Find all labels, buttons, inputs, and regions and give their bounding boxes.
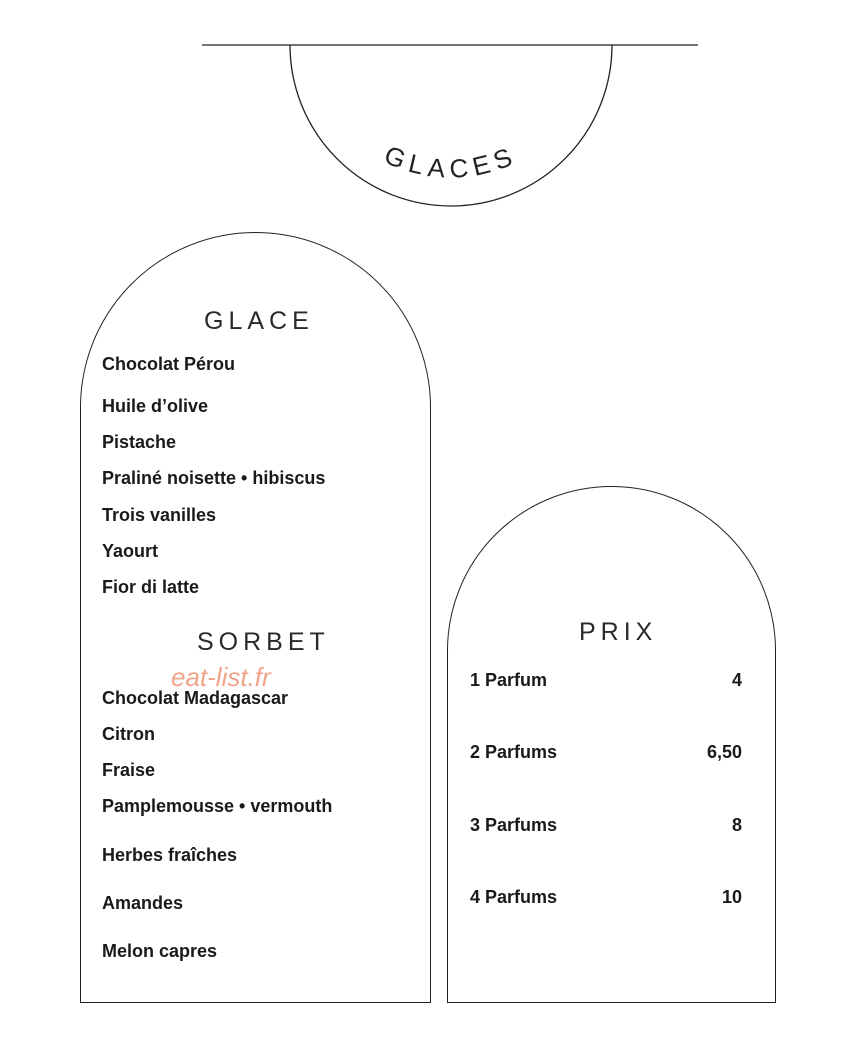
sorbet-item: Fraise bbox=[102, 760, 156, 780]
price-value: 10 bbox=[721, 887, 742, 907]
sorbet-item: Chocolat Madagascar bbox=[102, 688, 289, 708]
header-title: GLACES bbox=[380, 139, 522, 185]
watermark: eat-list.fr bbox=[171, 662, 271, 692]
glace-item: Chocolat Pérou bbox=[102, 354, 236, 374]
glace-item: Trois vanilles bbox=[102, 505, 217, 525]
glace-item: Pistache bbox=[102, 432, 177, 452]
price-label: 3 Parfums bbox=[470, 815, 558, 835]
sorbet-item: Melon capres bbox=[102, 941, 218, 961]
sorbet-item: Amandes bbox=[102, 893, 184, 913]
price-value: 6,50 bbox=[706, 742, 742, 762]
sorbet-title: SORBET bbox=[197, 628, 330, 656]
glace-sorbet-arch bbox=[80, 232, 431, 1003]
glace-item: Praliné noisette • hibiscus bbox=[102, 468, 326, 488]
price-row bbox=[470, 815, 742, 836]
sorbet-item: Citron bbox=[102, 724, 155, 744]
price-label: 2 Parfums bbox=[470, 742, 558, 762]
price-label: 4 Parfums bbox=[470, 887, 558, 907]
glace-item: Huile d’olive bbox=[102, 396, 209, 416]
sorbet-item: Herbes fraîches bbox=[102, 845, 238, 865]
glace-item: Fior di latte bbox=[102, 577, 200, 597]
sorbet-item: Pamplemousse • vermouth bbox=[102, 796, 333, 816]
price-row bbox=[470, 670, 742, 691]
glace-item: Yaourt bbox=[102, 541, 159, 561]
header-graphic bbox=[0, 0, 848, 240]
price-row bbox=[470, 887, 742, 908]
price-value: 8 bbox=[731, 815, 742, 835]
price-row bbox=[470, 742, 742, 763]
glace-title: GLACE bbox=[204, 307, 314, 335]
prix-title: PRIX bbox=[579, 618, 658, 646]
price-label: 1 Parfum bbox=[470, 670, 548, 690]
price-value: 4 bbox=[731, 670, 742, 690]
